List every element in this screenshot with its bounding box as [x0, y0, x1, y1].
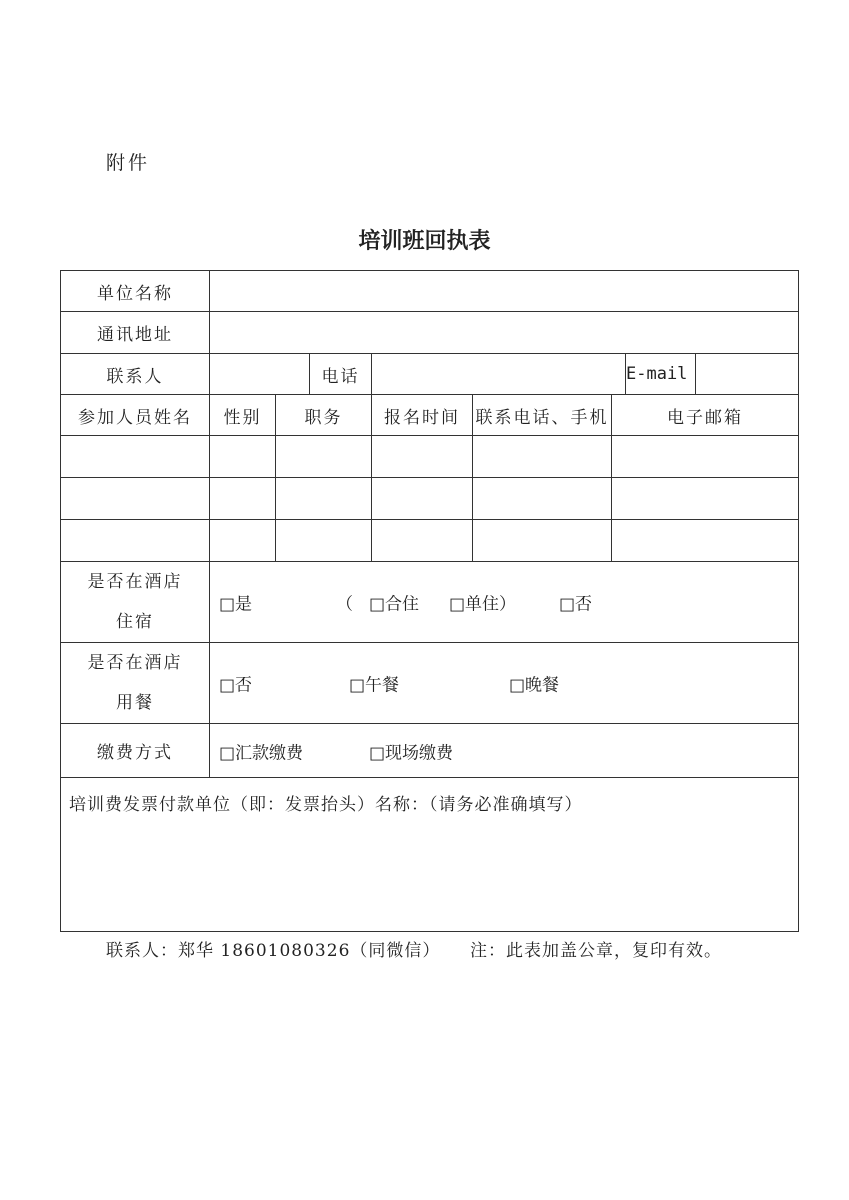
unit-name-input[interactable] — [210, 271, 799, 312]
attendee-date-cell[interactable] — [372, 436, 473, 478]
lodging-no-checkbox[interactable]: □否 — [559, 594, 593, 615]
lodging-single-checkbox[interactable]: □单住） — [449, 594, 517, 615]
attendee-phone-cell[interactable] — [473, 478, 612, 520]
lodging-paren: （ — [336, 594, 353, 615]
payment-transfer-checkbox[interactable]: □汇款缴费 — [219, 743, 304, 763]
payment-label: 缴费方式 — [61, 724, 210, 778]
column-header: 职务 — [276, 395, 372, 436]
attendee-email-cell[interactable] — [612, 436, 799, 478]
lodging-label: 是否在酒店 住宿 — [61, 562, 210, 643]
address-label: 通讯地址 — [61, 312, 210, 354]
attendee-email-cell[interactable] — [612, 520, 799, 562]
attendee-phone-cell[interactable] — [473, 436, 612, 478]
contact-input[interactable] — [210, 354, 310, 395]
attendee-row — [61, 436, 799, 478]
attendee-gender-cell[interactable] — [210, 478, 276, 520]
column-header: 性别 — [210, 395, 276, 436]
attendee-date-cell[interactable] — [372, 520, 473, 562]
address-input[interactable] — [210, 312, 799, 354]
attendee-row — [61, 520, 799, 562]
attendee-phone-cell[interactable] — [473, 520, 612, 562]
attendee-email-cell[interactable] — [612, 478, 799, 520]
registration-form-table — [60, 270, 799, 932]
attendee-gender-cell[interactable] — [210, 436, 276, 478]
footer-contact: 联系人：郑华 18601080326（同微信） — [106, 941, 441, 961]
attendee-name-cell[interactable] — [61, 436, 210, 478]
email-label: E-mail — [626, 354, 696, 395]
attendee-date-cell[interactable] — [372, 478, 473, 520]
payment-onsite-checkbox[interactable]: □现场缴费 — [369, 743, 454, 763]
column-header: 电子邮箱 — [612, 395, 799, 436]
lodging-options — [210, 562, 799, 643]
dining-options — [210, 643, 799, 724]
invoice-title-field[interactable] — [61, 778, 799, 932]
attachment-label: 附件 — [106, 152, 151, 174]
column-header: 联系电话、手机 — [473, 395, 612, 436]
dining-label: 是否在酒店 用餐 — [61, 643, 210, 724]
column-header: 参加人员姓名 — [61, 395, 210, 436]
attendee-position-cell[interactable] — [276, 520, 372, 562]
attendee-row — [61, 478, 799, 520]
dining-lunch-checkbox[interactable]: □午餐 — [349, 675, 400, 696]
attendee-position-cell[interactable] — [276, 436, 372, 478]
attendee-position-cell[interactable] — [276, 478, 372, 520]
attendee-name-cell[interactable] — [61, 520, 210, 562]
lodging-shared-checkbox[interactable]: □合住 — [369, 594, 420, 615]
phone-label: 电话 — [310, 354, 372, 395]
attendee-gender-cell[interactable] — [210, 520, 276, 562]
contact-label: 联系人 — [61, 354, 210, 395]
unit-name-label: 单位名称 — [61, 271, 210, 312]
dining-no-checkbox[interactable]: □否 — [219, 675, 253, 696]
page-title: 培训班回执表 — [358, 229, 491, 254]
invoice-note: 培训费发票付款单位（即：发票抬头）名称：（请务必准确填写） — [69, 795, 583, 815]
email-input[interactable] — [696, 354, 799, 395]
lodging-yes-checkbox[interactable]: □是 — [219, 594, 253, 615]
payment-options — [210, 724, 799, 778]
phone-input[interactable] — [372, 354, 626, 395]
footer — [106, 936, 722, 961]
dining-dinner-checkbox[interactable]: □晚餐 — [509, 675, 560, 696]
footer-note: 注：此表加盖公章，复印有效。 — [470, 941, 722, 961]
column-header: 报名时间 — [372, 395, 473, 436]
attendee-name-cell[interactable] — [61, 478, 210, 520]
